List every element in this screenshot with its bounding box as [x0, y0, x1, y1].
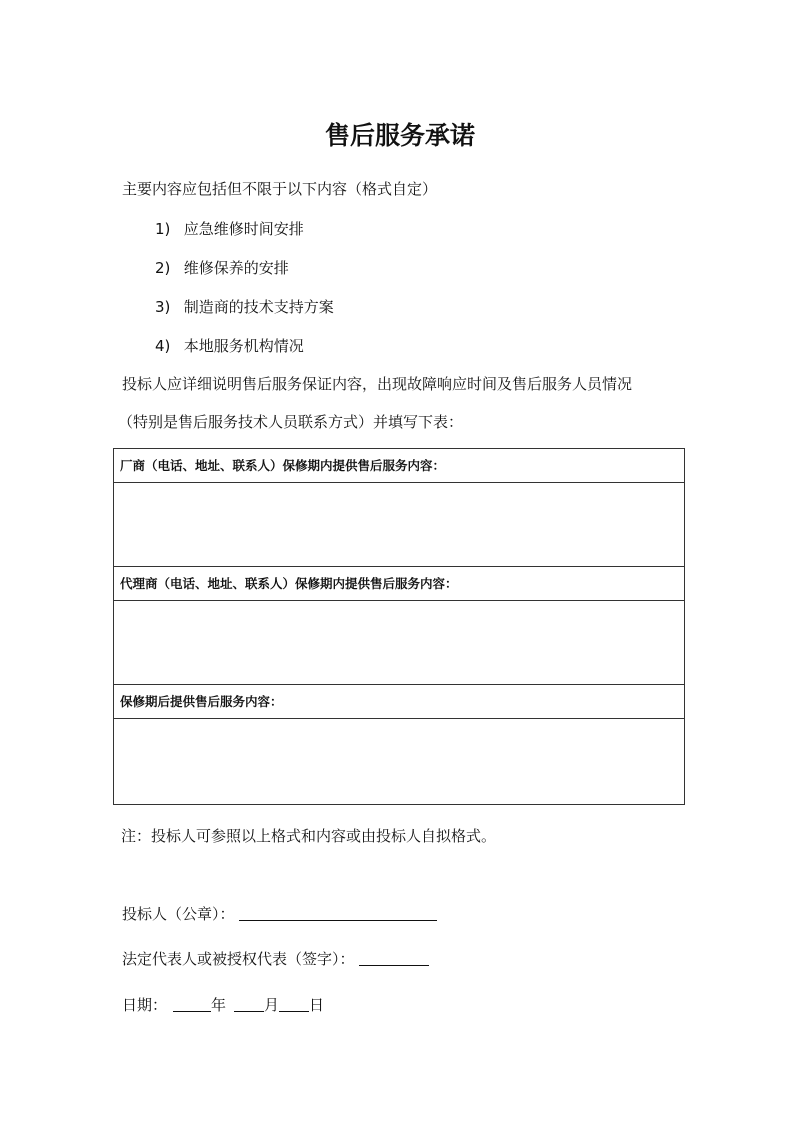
bidder-seal-line [122, 903, 437, 925]
list-item-number: 1) [155, 220, 171, 238]
representative-signature-line [122, 948, 429, 970]
bidder-seal-label: 投标人（公章）： [122, 905, 235, 923]
table-row-content-agent[interactable] [114, 601, 684, 685]
instruction-paragraph-line-1: 投标人应详细说明售后服务保证内容，出现故障响应时间及售后服务人员情况 [122, 375, 633, 393]
table-row-header-agent: 代理商（电话、地址、联系人）保修期内提供售后服务内容： [114, 567, 684, 601]
list-item-text: 制造商的技术支持方案 [183, 298, 334, 316]
bidder-seal-blank[interactable] [239, 904, 437, 921]
list-item-text: 维修保养的安排 [183, 259, 289, 277]
list-item-text: 本地服务机构情况 [183, 337, 304, 355]
representative-signature-label: 法定代表人或被授权代表（签字）： [122, 950, 355, 968]
date-month-label: 月 [264, 996, 280, 1014]
date-year-label: 年 [211, 996, 227, 1014]
list-item-number: 3) [155, 298, 171, 316]
date-label: 日期： [122, 996, 168, 1014]
after-sales-service-table [113, 448, 685, 805]
list-item [155, 335, 304, 357]
date-month-blank[interactable] [234, 995, 264, 1012]
instruction-paragraph-line-2: （特别是售后服务技术人员联系方式）并填写下表： [118, 413, 464, 431]
page-title: 售后服务承诺 [324, 121, 475, 150]
intro-text: 主要内容应包括但不限于以下内容（格式自定） [122, 180, 438, 198]
date-line [122, 994, 324, 1016]
list-item-number: 2) [155, 259, 171, 277]
list-item [155, 257, 289, 279]
date-day-label: 日 [309, 996, 325, 1014]
list-item [155, 296, 334, 318]
date-day-blank[interactable] [279, 995, 309, 1012]
list-item-text: 应急维修时间安排 [183, 220, 304, 238]
list-item-number: 4) [155, 337, 171, 355]
list-item [155, 218, 304, 240]
representative-signature-blank[interactable] [359, 949, 429, 966]
table-row-content-post-warranty[interactable] [114, 719, 684, 804]
note-text: 注：投标人可参照以上格式和内容或由投标人自拟格式。 [121, 827, 497, 845]
table-row-content-manufacturer[interactable] [114, 483, 684, 567]
date-year-blank[interactable] [173, 995, 211, 1012]
table-row-header-manufacturer: 厂商（电话、地址、联系人）保修期内提供售后服务内容： [114, 449, 684, 483]
table-row-header-post-warranty: 保修期后提供售后服务内容： [114, 685, 684, 719]
